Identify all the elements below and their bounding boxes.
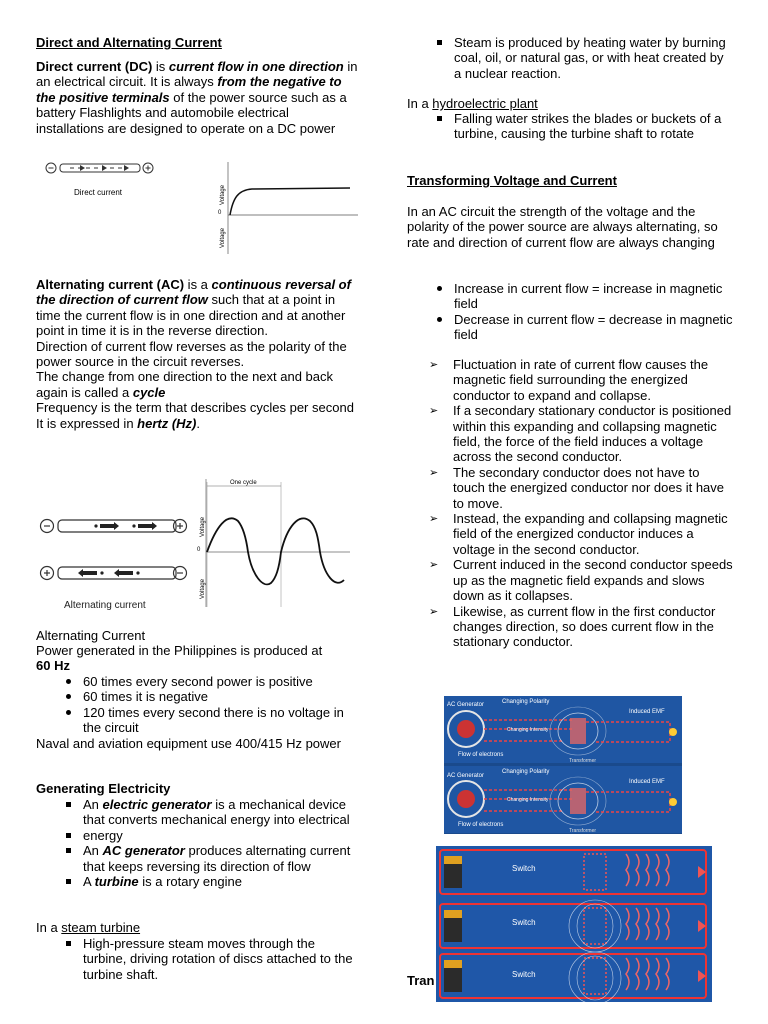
steam-turbine-link[interactable]: steam turbine [61, 920, 141, 935]
transformer-diagram [444, 696, 682, 834]
hydro-link[interactable]: hydroelectric plant [432, 96, 538, 111]
list-item: ➢ Instead, the expanding and collapsing magnetic field of the energized conductor induces a voltage in the second conductor. [407, 511, 733, 557]
svg-text:Voltage: Voltage [220, 184, 226, 205]
svg-text:Changing Polarity: Changing Polarity [502, 769, 550, 775]
svg-text:Induced EMF: Induced EMF [629, 709, 665, 715]
list-item: energy [36, 828, 360, 843]
list-item: Falling water strikes the blades or buckets of a turbine, causing the turbine shaft to rotate [407, 111, 733, 142]
dc-label: Direct current [74, 188, 123, 197]
field-bullets [407, 281, 733, 343]
svg-text:Transformer: Transformer [569, 828, 597, 834]
dc-diagram [40, 160, 360, 254]
list-item: An AC generator produces alternating current that keeps reversing its direction of flow [36, 843, 360, 874]
svg-text:Switch: Switch [512, 970, 536, 979]
svg-text:Changing Intensity: Changing Intensity [507, 797, 549, 803]
section-title: Transforming Voltage and Current [407, 173, 617, 188]
generator-bullets [36, 797, 360, 889]
list-item: ➢ Fluctuation in rate of current flow causes the magnetic field surrounding the energized conductor to expand and collapse. [407, 357, 733, 403]
svg-text:Changing Intensity: Changing Intensity [507, 727, 549, 733]
svg-text:Voltage: Voltage [200, 578, 206, 599]
dc-paragraph: Direct current (DC) is current flow in one direction in an electrical circuit. It is always from the negative to the positive terminals of the power source such as a battery Flashlights and automobile electrical installations are designed to operate on a DC power [36, 59, 358, 136]
list-item: A turbine is a rotary engine [36, 874, 360, 889]
ac-subtitle: Alternating Current [36, 628, 146, 643]
svg-text:0: 0 [197, 547, 201, 553]
svg-text:AC Generator: AC Generator [447, 702, 485, 708]
list-item: Increase in current flow = increase in magnetic field [407, 281, 733, 312]
ac-paragraph: Alternating current (AC) is a continuous reversal of the direction of current flow such that at a point in time the current flow is in one direction and at another point in time it is in the reverse direction. Direction of current flow reverses as the polarity of the power source in the circuit reverses. The change from one direction to the next and back again is called a cycle Frequency is the term that describes cycles per second It is expressed in hertz (Hz). [36, 277, 354, 431]
list-item: Decrease in current flow = decrease in magnetic field [407, 312, 733, 343]
list-item: 60 times it is negative [36, 689, 360, 704]
svg-text:Flow of electrons: Flow of electrons [458, 752, 504, 758]
svg-text:AC Generator: AC Generator [447, 773, 485, 779]
switch-diagram [436, 846, 712, 1002]
hydro-bullets [407, 111, 733, 142]
list-item: ➢ Current induced in the second conductor speeds up as the magnetic field expands and slows down as it collapses. [407, 557, 733, 603]
ac-diagram [38, 477, 360, 611]
steam-bullets [36, 936, 360, 982]
list-item: Steam is produced by heating water by burning coal, oil, or natural gas, or with heat created by a nuclear reaction. [407, 35, 733, 81]
svg-text:Changing Polarity: Changing Polarity [502, 699, 550, 705]
svg-text:Flow of electrons: Flow of electrons [458, 822, 504, 828]
svg-text:Switch: Switch [512, 918, 536, 927]
svg-text:Voltage: Voltage [200, 516, 206, 537]
list-item: ➢ Likewise, as current flow in the first conductor changes direction, so does current flow in the stationary conductor. [407, 604, 733, 650]
svg-text:Switch: Switch [512, 864, 536, 873]
svg-text:Induced EMF: Induced EMF [629, 779, 665, 785]
cycle-label: One cycle [230, 480, 257, 486]
page-title: Direct and Alternating Current [36, 35, 222, 50]
arrow-bullets [407, 357, 733, 650]
hz-bullets [36, 674, 360, 736]
list-item: High-pressure steam moves through the turbine, driving rotation of discs attached to the turbine shaft. [36, 936, 360, 982]
truncated-heading: Tran [407, 973, 435, 988]
svg-text:Voltage: Voltage [220, 227, 226, 248]
list-item: ➢ If a secondary stationary conductor is positioned within this expanding and collapsing magnetic field, the force of the field induces a voltage across the second conductor. [407, 403, 733, 465]
section-title: Generating Electricity [36, 781, 171, 796]
svg-text:0: 0 [218, 210, 222, 216]
steam-bullets-cont [407, 35, 733, 81]
list-item: ➢ The secondary conductor does not have to touch the energized conductor nor does it have to move. [407, 465, 733, 511]
ac-label: Alternating current [64, 600, 146, 611]
transform-paragraph: In an AC circuit the strength of the voltage and the polarity of the power source are always alternating, so rate and direction of current flow are always changing [407, 204, 718, 250]
list-item: An electric generator is a mechanical device that converts mechanical energy into electrical [36, 797, 360, 828]
svg-text:Transformer: Transformer [569, 758, 597, 764]
list-item: 60 times every second power is positive [36, 674, 360, 689]
hydro-line: In a hydroelectric plant [407, 96, 538, 111]
naval-line: Naval and aviation equipment use 400/415 Hz power [36, 736, 341, 751]
list-item: 120 times every second there is no voltage in the circuit [36, 705, 360, 736]
steam-turbine-line: In a steam turbine [36, 920, 141, 935]
philippines-line: Power generated in the Philippines is produced at 60 Hz [36, 643, 323, 674]
